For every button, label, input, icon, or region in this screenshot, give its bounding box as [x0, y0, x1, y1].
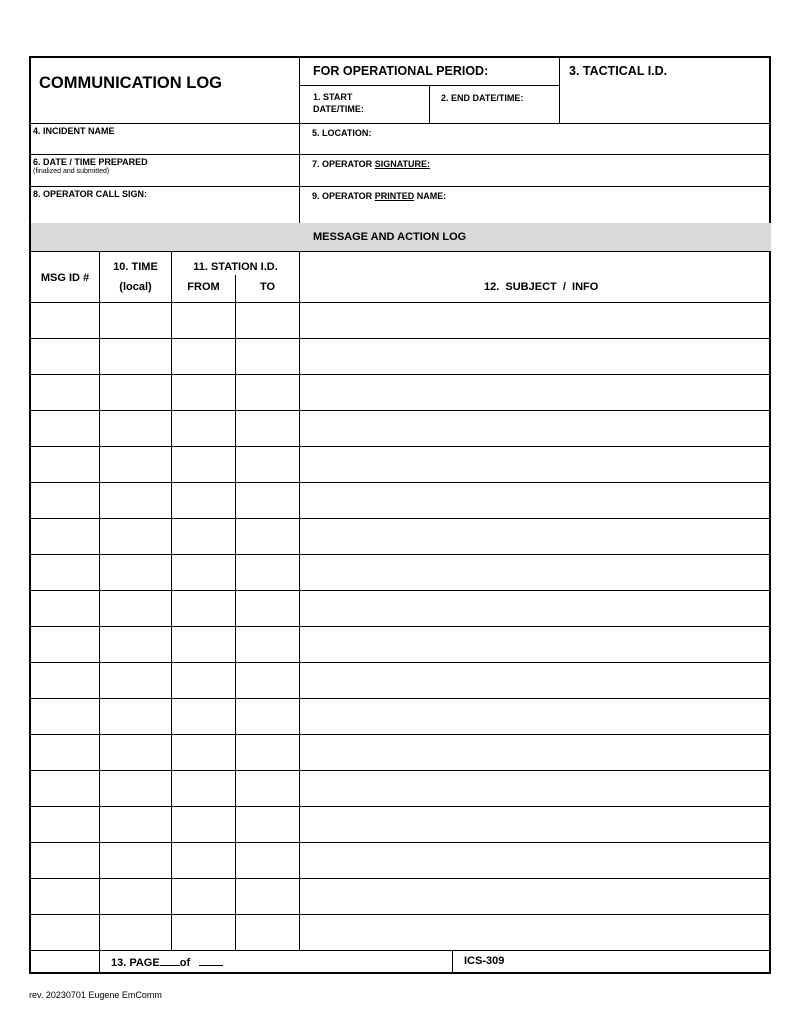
time-cell[interactable]	[99, 842, 171, 878]
from-cell[interactable]	[171, 698, 235, 734]
from-cell[interactable]	[171, 302, 235, 338]
table-row	[31, 698, 771, 734]
msg-id-cell[interactable]	[31, 626, 99, 662]
log-column-header	[31, 251, 771, 302]
from-header: FROM	[187, 281, 220, 293]
incident-name-field[interactable]: 4. INCIDENT NAME	[33, 126, 115, 136]
date-prepared-field[interactable]: 6. DATE / TIME PREPARED (finalized and submitted)	[33, 157, 148, 175]
msg-id-cell[interactable]	[31, 842, 99, 878]
msg-id-cell[interactable]	[31, 806, 99, 842]
page-number-field[interactable]: 13. PAGE of	[111, 955, 223, 969]
subject-cell[interactable]	[299, 590, 771, 626]
table-row	[31, 338, 771, 374]
msg-id-cell[interactable]	[31, 734, 99, 770]
end-datetime-field[interactable]: 2. END DATE/TIME:	[441, 93, 524, 103]
to-cell[interactable]	[235, 590, 299, 626]
printed-name-field[interactable]: 9. OPERATOR PRINTED NAME:	[312, 191, 447, 201]
time-cell[interactable]	[99, 734, 171, 770]
to-cell[interactable]	[235, 338, 299, 374]
msg-id-cell[interactable]	[31, 410, 99, 446]
table-row	[31, 302, 771, 338]
to-cell[interactable]	[235, 806, 299, 842]
from-cell[interactable]	[171, 338, 235, 374]
from-cell[interactable]	[171, 626, 235, 662]
table-row	[31, 914, 771, 950]
log-section-title: MESSAGE AND ACTION LOG	[313, 231, 467, 243]
msg-id-cell[interactable]	[31, 338, 99, 374]
from-cell[interactable]	[171, 914, 235, 950]
msg-id-cell[interactable]	[31, 698, 99, 734]
table-row	[31, 410, 771, 446]
time-cell[interactable]	[99, 446, 171, 482]
time-cell[interactable]	[99, 554, 171, 590]
station-id-header: 11. STATION I.D.	[193, 261, 278, 273]
time-cell[interactable]	[99, 806, 171, 842]
subject-cell[interactable]	[299, 734, 771, 770]
start-datetime-field[interactable]: 1. START DATE/TIME:	[313, 92, 364, 114]
form-code: ICS-309	[464, 955, 505, 967]
subject-cell[interactable]	[299, 410, 771, 446]
time-cell[interactable]	[99, 770, 171, 806]
msg-id-header: MSG ID #	[40, 272, 90, 284]
time-cell[interactable]	[99, 626, 171, 662]
msg-id-cell[interactable]	[31, 482, 99, 518]
subject-cell[interactable]	[299, 626, 771, 662]
to-cell[interactable]	[235, 842, 299, 878]
time-cell[interactable]	[99, 518, 171, 554]
table-row	[31, 374, 771, 410]
to-cell[interactable]	[235, 302, 299, 338]
table-row	[31, 662, 771, 698]
table-row	[31, 626, 771, 662]
msg-id-cell[interactable]	[31, 914, 99, 950]
to-cell[interactable]	[235, 554, 299, 590]
to-cell[interactable]	[235, 482, 299, 518]
call-sign-field[interactable]: 8. OPERATOR CALL SIGN:	[33, 189, 148, 199]
time-cell[interactable]	[99, 914, 171, 950]
time-cell[interactable]	[99, 698, 171, 734]
subject-cell[interactable]	[299, 698, 771, 734]
subject-cell[interactable]	[299, 374, 771, 410]
table-row	[31, 770, 771, 806]
subject-cell[interactable]	[299, 518, 771, 554]
from-cell[interactable]	[171, 662, 235, 698]
table-row	[31, 518, 771, 554]
subject-header: 12. SUBJECT / INFO	[484, 281, 599, 293]
to-cell[interactable]	[235, 878, 299, 914]
to-cell[interactable]	[235, 518, 299, 554]
msg-id-cell[interactable]	[31, 590, 99, 626]
msg-id-cell[interactable]	[31, 878, 99, 914]
to-cell[interactable]	[235, 410, 299, 446]
time-cell[interactable]	[99, 878, 171, 914]
subject-cell[interactable]	[299, 482, 771, 518]
msg-id-cell[interactable]	[31, 446, 99, 482]
subject-cell[interactable]	[299, 914, 771, 950]
to-cell[interactable]	[235, 374, 299, 410]
from-cell[interactable]	[171, 590, 235, 626]
subject-cell[interactable]	[299, 662, 771, 698]
subject-cell[interactable]	[299, 302, 771, 338]
location-field[interactable]: 5. LOCATION:	[312, 128, 372, 138]
table-row	[31, 446, 771, 482]
subject-cell[interactable]	[299, 554, 771, 590]
revision-note: rev. 20230701 Eugene EmComm	[29, 990, 162, 1000]
subject-cell[interactable]	[299, 842, 771, 878]
from-cell[interactable]	[171, 734, 235, 770]
subject-cell[interactable]	[299, 806, 771, 842]
from-cell[interactable]	[171, 482, 235, 518]
time-header: 10. TIME	[113, 261, 158, 273]
operator-signature-field[interactable]: 7. OPERATOR SIGNATURE:	[312, 159, 431, 169]
subject-cell[interactable]	[299, 338, 771, 374]
from-cell[interactable]	[171, 770, 235, 806]
table-row	[31, 842, 771, 878]
msg-id-cell[interactable]	[31, 662, 99, 698]
time-cell[interactable]	[99, 338, 171, 374]
log-rows	[31, 302, 771, 950]
time-cell[interactable]	[99, 374, 171, 410]
operational-period-label: FOR OPERATIONAL PERIOD:	[313, 64, 489, 78]
from-cell[interactable]	[171, 878, 235, 914]
to-cell[interactable]	[235, 914, 299, 950]
msg-id-cell[interactable]	[31, 770, 99, 806]
to-cell[interactable]	[235, 446, 299, 482]
msg-id-cell[interactable]	[31, 374, 99, 410]
subject-cell[interactable]	[299, 446, 771, 482]
msg-id-cell[interactable]	[31, 518, 99, 554]
from-cell[interactable]	[171, 842, 235, 878]
from-cell[interactable]	[171, 806, 235, 842]
table-row	[31, 878, 771, 914]
to-cell[interactable]	[235, 734, 299, 770]
table-row	[31, 482, 771, 518]
time-cell[interactable]	[99, 662, 171, 698]
to-cell[interactable]	[235, 662, 299, 698]
from-cell[interactable]	[171, 374, 235, 410]
table-row	[31, 590, 771, 626]
from-cell[interactable]	[171, 518, 235, 554]
table-row	[31, 806, 771, 842]
subject-cell[interactable]	[299, 770, 771, 806]
form-title: COMMUNICATION LOG	[39, 74, 223, 92]
time-cell[interactable]	[99, 410, 171, 446]
msg-id-cell[interactable]	[31, 554, 99, 590]
to-cell[interactable]	[235, 626, 299, 662]
time-cell[interactable]	[99, 302, 171, 338]
table-row	[31, 734, 771, 770]
time-header-local: (local)	[119, 281, 152, 293]
to-header: TO	[259, 281, 276, 293]
log-section-band	[31, 223, 771, 251]
time-cell[interactable]	[99, 482, 171, 518]
from-cell[interactable]	[171, 446, 235, 482]
time-cell[interactable]	[99, 590, 171, 626]
to-cell[interactable]	[235, 770, 299, 806]
from-cell[interactable]	[171, 410, 235, 446]
subject-cell[interactable]	[299, 878, 771, 914]
table-row	[31, 554, 771, 590]
from-cell[interactable]	[171, 554, 235, 590]
ics-309-form	[29, 56, 771, 974]
msg-id-cell[interactable]	[31, 302, 99, 338]
to-cell[interactable]	[235, 698, 299, 734]
tactical-id-field[interactable]: 3. TACTICAL I.D.	[569, 64, 668, 78]
